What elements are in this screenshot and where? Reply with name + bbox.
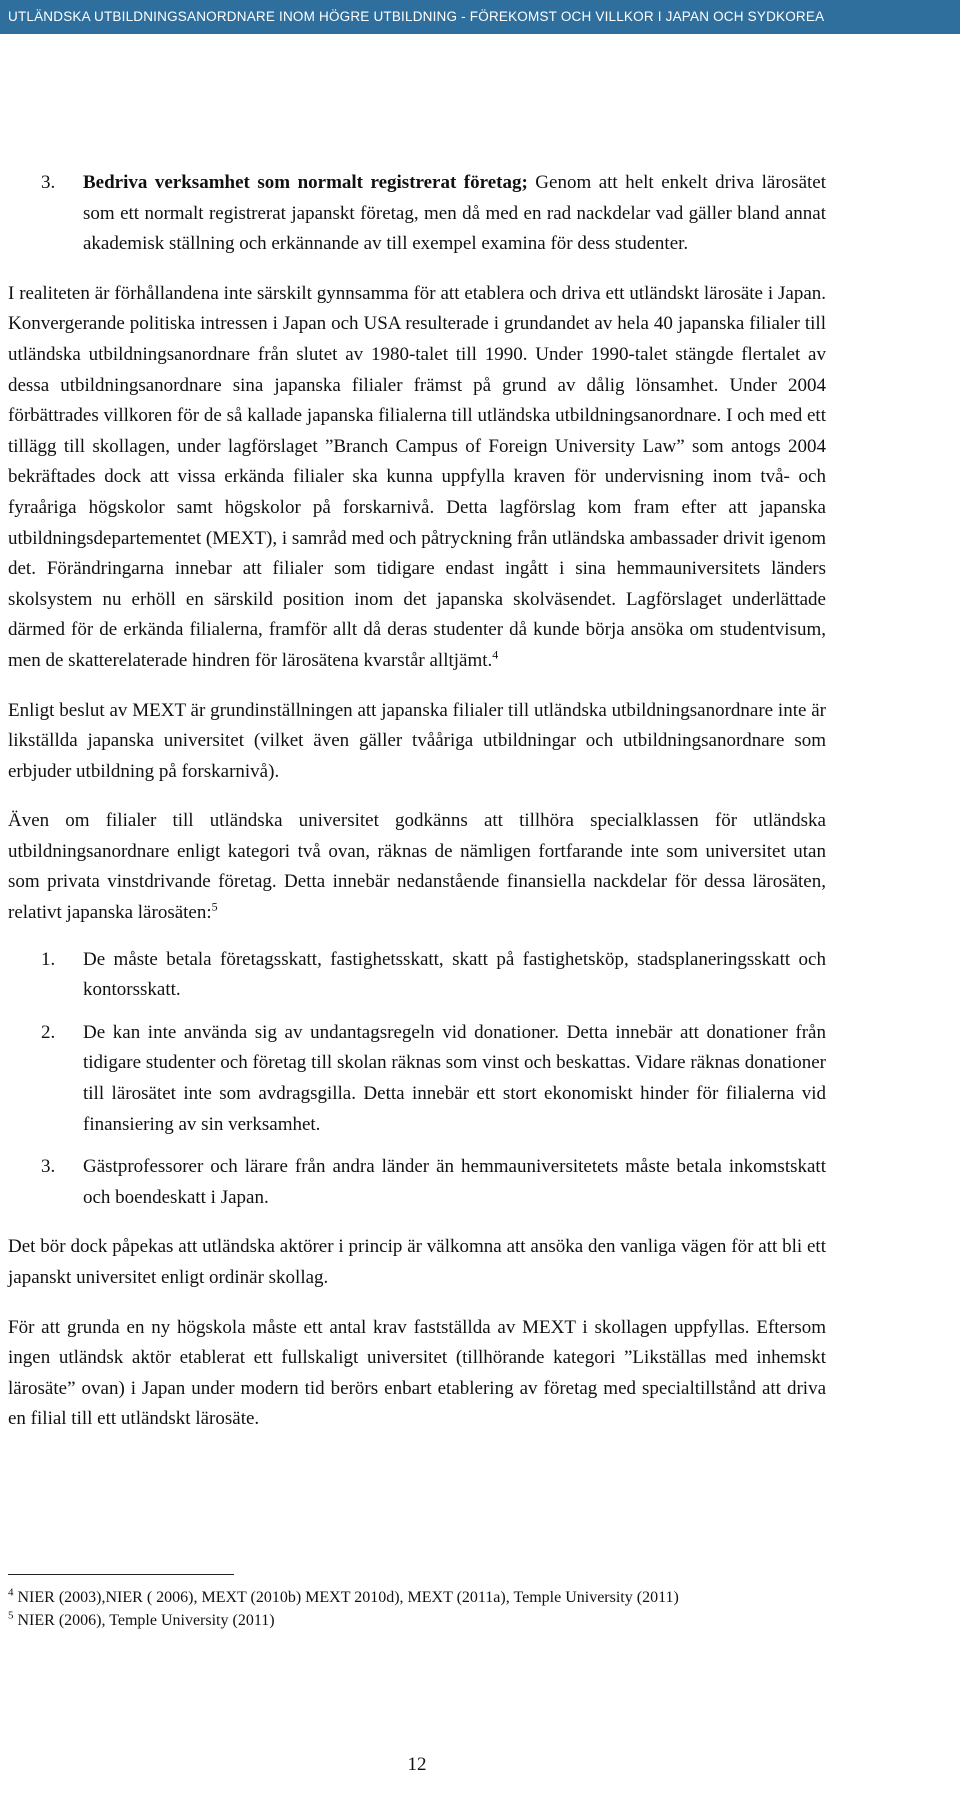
list-text: De kan inte använda sig av undantagsregeln vid donationer. Detta innebär att donationer från tidigare studenter och företag till skolan räknas som vinst och beskattas. Vidare räknas donationer till lärosätet inte som avdragsgilla. Detta innebär ett stort ekonomiskt hinder för filialerna vid finansiering av sin verksamhet. — [83, 1021, 826, 1135]
item-number: 3. — [41, 172, 56, 193]
paragraph-text: För att grunda en ny högskola måste ett antal krav fastställda av MEXT i skollagen uppfyllas. Eftersom ingen utländsk aktör etablerat ett fullskaligt universitet (tillhörande kategori ”Likställas med inhemskt lärosäte” ovan) i Japan under modern tid berörs enbart etablering av företag med specialtillstånd att driva en filial till ett utländskt lärosäte. — [8, 1316, 826, 1430]
footnote-4 — [8, 1586, 826, 1609]
paragraph-text: Enligt beslut av MEXT är grundinställningen att japanska filialer till utländska utbildningsanordnare inte är likställda japanska universitet (vilket även gäller tvååriga utbildningar och utbildningsanordnare som erbjuder utbildning på forskarnivå). — [8, 699, 826, 782]
paragraph-financial-drawbacks — [8, 806, 826, 928]
footnote-mark: 5 — [8, 1609, 14, 1622]
footnote-5 — [8, 1609, 826, 1632]
page-number: 12 — [407, 1754, 427, 1775]
list-text: Gästprofessorer och lärare från andra länder än hemmauniversitetets måste betala inkomstskatt och boendeskatt i Japan. — [83, 1156, 826, 1208]
item-description: Genom att helt enkelt driva lärosätet som ett normalt registrerat japanskt företag, men då med en rad nackdelar vad gäller bland annat akademisk ställning och erkännande av till exempel examina för dess studenter. — [83, 172, 826, 255]
item-text — [83, 168, 826, 260]
footnote-divider — [8, 1574, 234, 1575]
paragraph-text: I realiteten är förhållandena inte särskilt gynnsamma för att etablera och driva ett utländskt lärosäte i Japan. Konvergerande politiska intressen i Japan och USA resulterade i grundandet av hela 40 japanska filialer till utländska utbildningsanordnare från slutet av 1980-talet till 1990. Under 1990-talet stängde flertalet av dessa utbildningsanordnare sina japanska filialer främst på grund av dålig lönsamhet. Under 2004 förbättrades villkoren för de så kallade japanska filialerna till utländska utbildningsanordnare. I och med ett tillägg till skollagen, under lagförslaget ”Branch Campus of Foreign University Law” som antogs 2004 bekräftades dock att vissa erkända filialer ska kunna uppfylla kraven för undervisning inom två- och fyraåriga högskolor samt högskolor på forskarnivå. Detta lagförslag kom fram efter att japanska utbildningsdepartementet (MEXT), i samråd med och påtryckning från utländska ambassader drivit igenom det. Förändringarna innebar att filialer som tidigare endast ingått i sina hemmauniversitets länders skolsystem nu erhöll en särskild position inom det japanska skolväsendet. Lagförslaget underlättade därmed för de erkända filialerna, framför allt då deras studenter då kunde börja ansöka om studentvisum, men de skatterelaterade hindren för lärosätena kvarstår alltjämt. — [8, 282, 826, 671]
paragraph-text: Även om filialer till utländska universitet godkänns att tillhöra specialklassen för utländska utbildningsanordnare enligt kategori två ovan, räknas de nämligen fortfarande inte som universitet utan som privata vinstdrivande företag. Detta innebär nedanstående finansiella nackdelar för dessa lärosäten, relativt japanska lärosäten: — [8, 810, 826, 924]
paragraph-ordinary-route — [8, 1232, 826, 1293]
paragraph-mext-decision — [8, 696, 826, 788]
footnote-ref-5: 5 — [211, 899, 218, 914]
footnote-text: NIER (2003),NIER ( 2006), MEXT (2010b) MEXT 2010d), MEXT (2011a), Temple University (2011) — [17, 1589, 679, 1606]
list-number: 2. — [41, 1021, 56, 1043]
item-title: Bedriva verksamhet som normalt registrerat företag; — [83, 172, 528, 193]
footnote-text: NIER (2006), Temple University (2011) — [17, 1612, 275, 1629]
paragraph-realities — [8, 279, 826, 677]
list-number: 3. — [41, 1156, 56, 1178]
list-text: De måste betala företagsskatt, fastighetsskatt, skatt på fastighetsköp, stadsplaneringsskatt och kontorsskatt. — [83, 948, 826, 1001]
running-header — [0, 0, 960, 34]
numbered-list — [8, 945, 826, 1214]
paragraph-new-university — [8, 1313, 826, 1435]
list-item — [41, 1018, 826, 1140]
footnote-mark: 4 — [8, 1586, 14, 1599]
list-item — [41, 1152, 826, 1213]
page-body — [8, 168, 826, 1435]
list-item-3-enterprise — [41, 168, 826, 260]
paragraph-text: Det bör dock påpekas att utländska aktörer i princip är välkomna att ansöka den vanliga vägen för att bli ett japanskt universitet enligt ordinär skollag. — [8, 1236, 826, 1288]
list-number: 1. — [41, 948, 56, 970]
list-item — [41, 945, 826, 1006]
running-header-title: UTLÄNDSKA UTBILDNINGSANORDNARE INOM HÖGRE UTBILDNING - FÖREKOMST OCH VILLKOR I JAPAN OCH SYDKOREA — [8, 9, 825, 24]
footnote-ref-4: 4 — [492, 647, 499, 662]
footnotes — [8, 1586, 826, 1632]
